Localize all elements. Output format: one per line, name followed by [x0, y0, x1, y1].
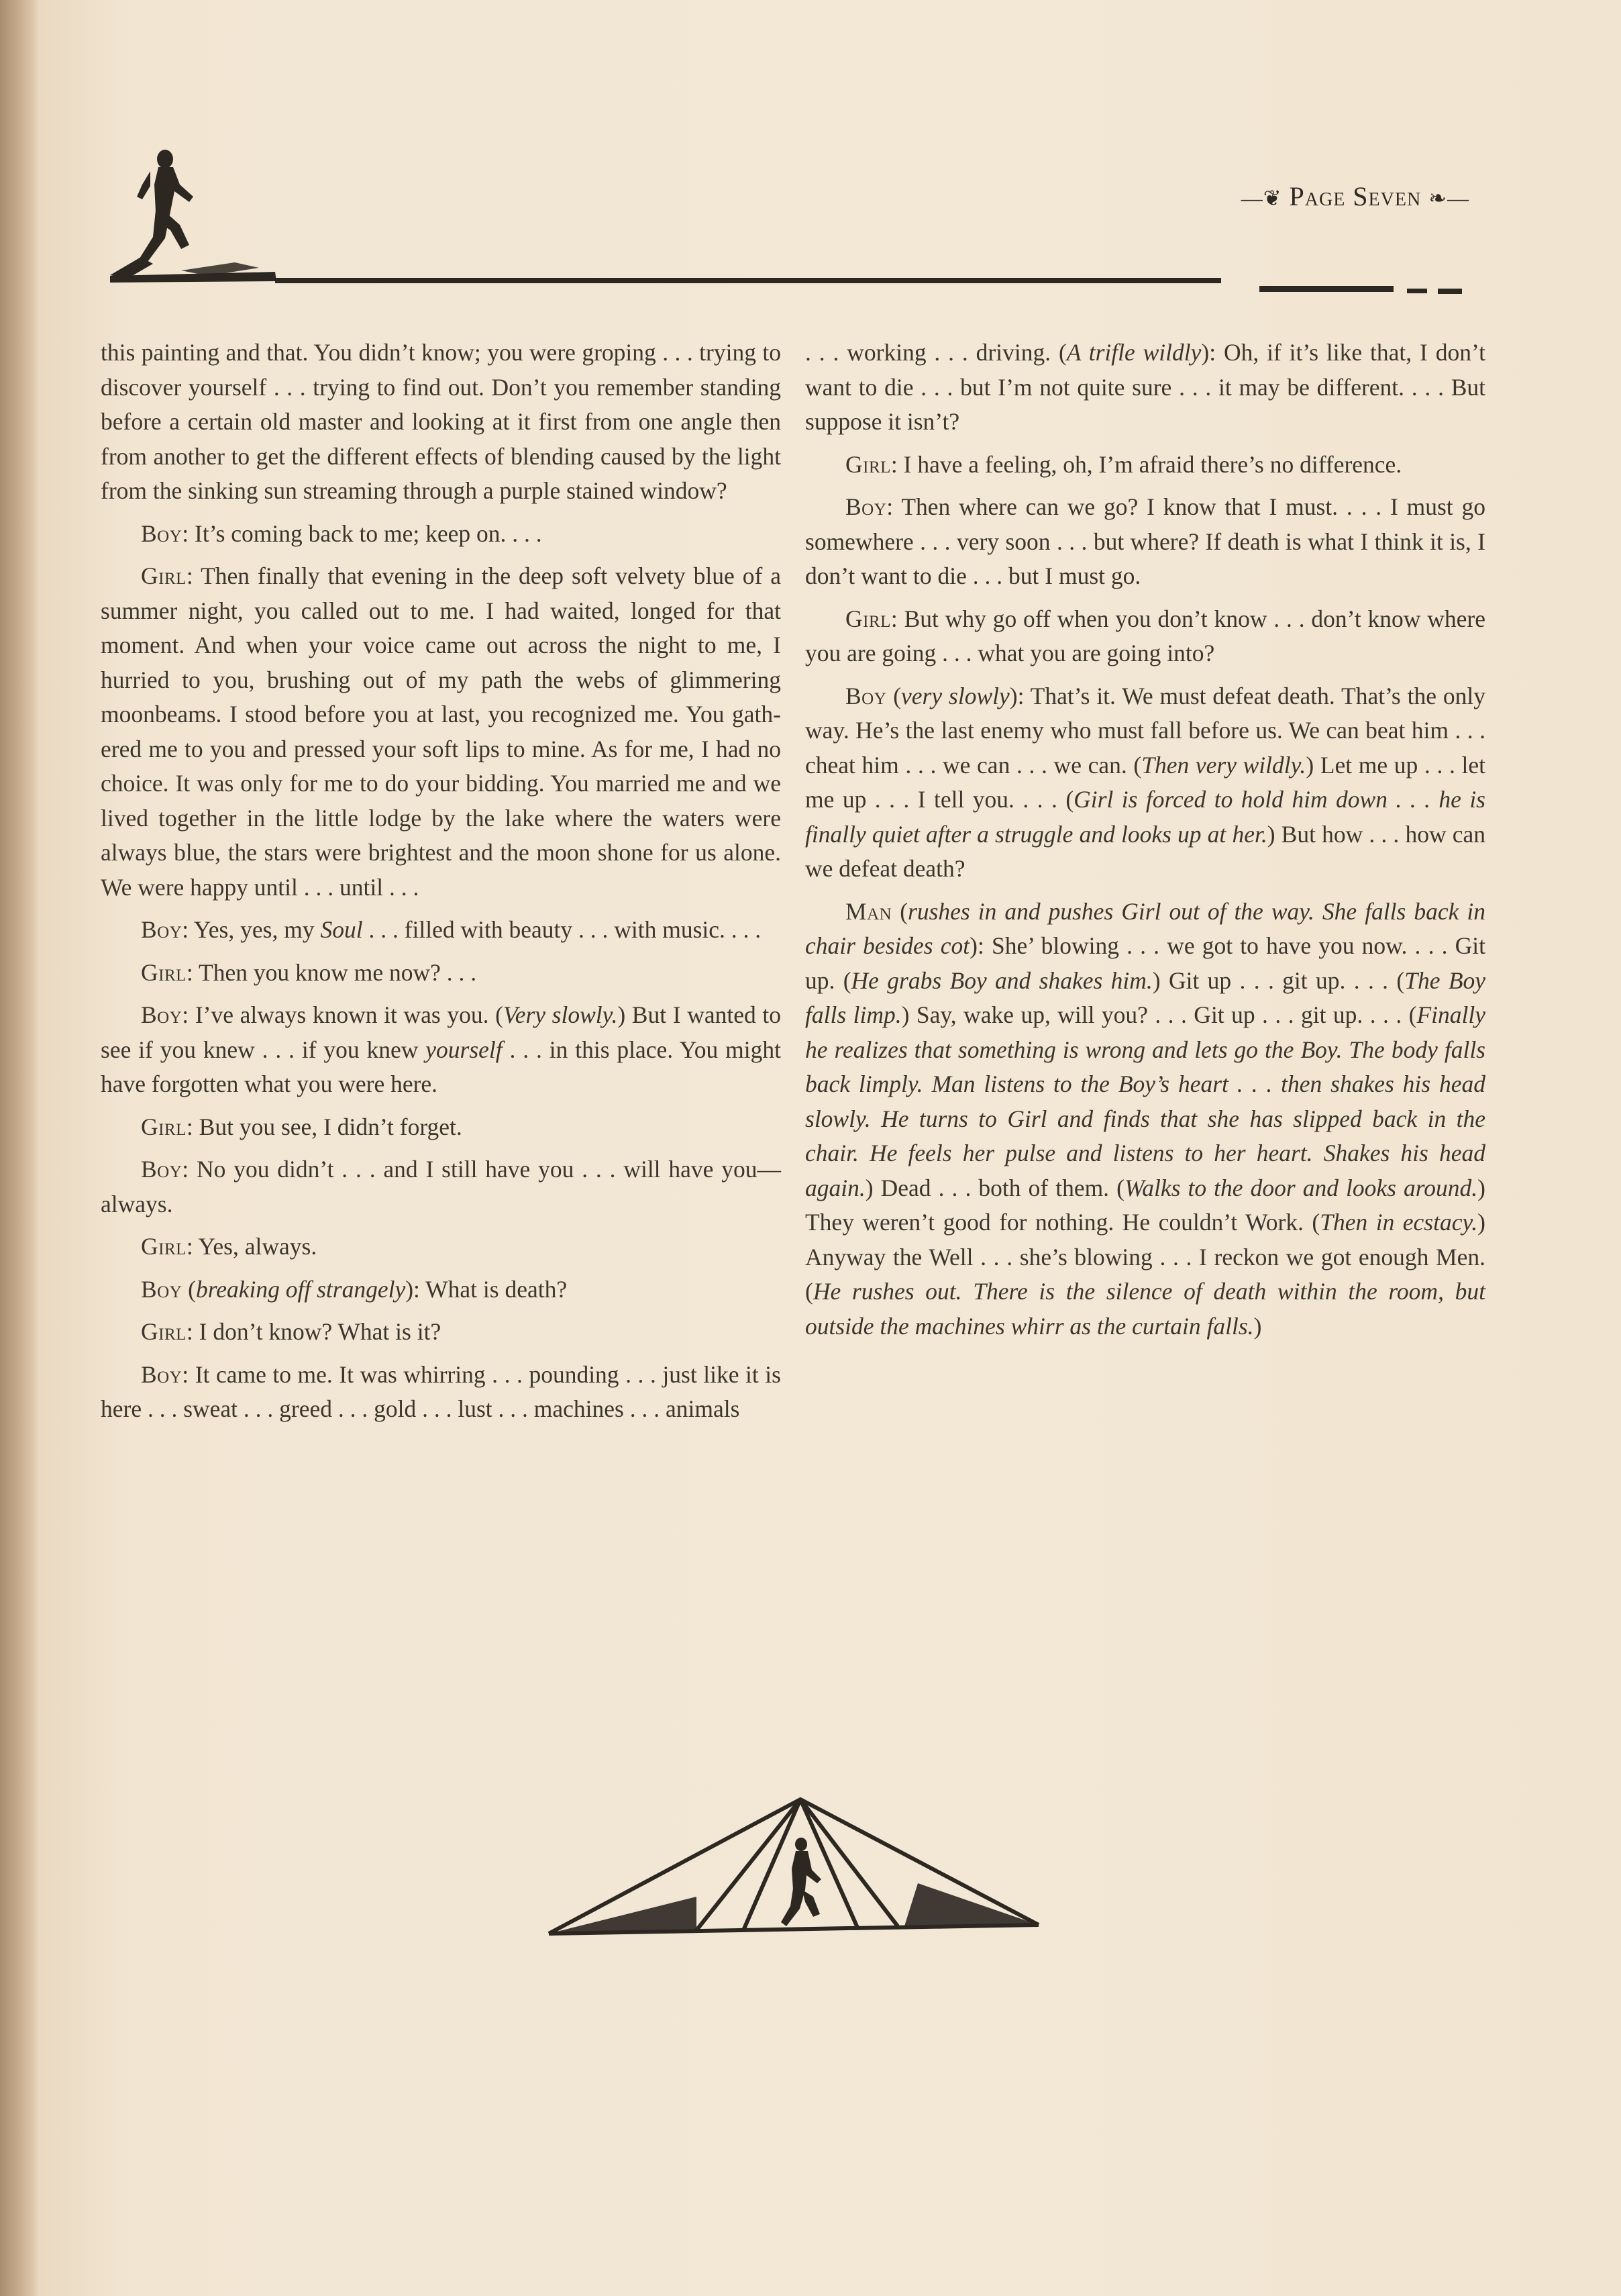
- dialogue-text: But why go off when you don’t know . . . don’t know where you are going . . . what you are going into?: [805, 605, 1485, 666]
- dialogue-text: (: [893, 682, 902, 709]
- dialogue-paragraph: [101, 517, 781, 552]
- speaker-separator: :: [182, 519, 195, 547]
- speaker-separator: :: [182, 1001, 195, 1028]
- speaker-name: Boy: [141, 1275, 182, 1303]
- page-number-text: Page Seven: [1289, 181, 1422, 211]
- dialogue-paragraph: [805, 336, 1485, 440]
- dialogue-paragraph: [101, 1110, 781, 1145]
- speaker-name: Boy: [845, 682, 887, 709]
- dialogue-text: . . . in this place. You might have forgotten what you were here.: [101, 1036, 781, 1097]
- stage-direction-text: yourself: [425, 1036, 503, 1063]
- speaker-name: Girl: [141, 958, 187, 986]
- speaker-separator: :: [182, 1360, 195, 1388]
- dialogue-text: ): [1253, 1312, 1262, 1340]
- stage-direction-text: Girl is forced to hold him down . . . he is finally quiet after a struggle and looks up at her.: [805, 786, 1485, 848]
- speaker-name: Girl: [141, 1318, 187, 1345]
- header-rule-segment: [1259, 286, 1394, 292]
- stage-direction-text: A trifle wildly: [1066, 339, 1202, 366]
- speaker-separator: :: [886, 493, 902, 520]
- dialogue-text: Then you know me now? . . .: [199, 958, 477, 986]
- speaker-separator: :: [186, 1233, 199, 1260]
- dialogue-paragraph: [805, 490, 1485, 594]
- dialogue-text: It’s coming back to me; keep on. . . .: [195, 519, 542, 547]
- stage-direction-text: He rushes out. There is the silence of death within the room, but outside the machines whirr as the curtain falls.: [805, 1278, 1485, 1340]
- dialogue-paragraph: [101, 1230, 781, 1264]
- dialogue-text: ): What is death?: [405, 1275, 568, 1303]
- dialogue-text: Then finally that evening in the deep soft velvety blue of a summer night, you called out to me. I had waited, longed for that moment. And when your voice came out across the night to me, I hurried to you, brushing out of my path the webs of glimmering moonbeams. I stood before you at last, you recognized me. You gathered me to you and pressed your soft lips to mine. As for me, I had no choice. It was only for me to do your bidding. You married me and we lived together in the little lodge by the lake where the waters were always blue, the stars were brightest and the moon shone for us alone. We were happy until . . . until . . .: [101, 562, 781, 901]
- dialogue-text: ) Git up . . . git up. . . . (: [1152, 966, 1405, 994]
- dialogue-paragraph: [101, 559, 781, 905]
- speaker-name: Girl: [141, 1233, 187, 1260]
- dialogue-paragraph: [805, 679, 1485, 887]
- dialogue-text: ) But how . . . how can we defeat death?: [805, 820, 1485, 882]
- stage-direction-text: Walks to the door and looks around.: [1124, 1174, 1478, 1201]
- dialogue-text: (: [188, 1275, 196, 1303]
- dialogue-text: I have a feeling, oh, I’m afraid there’s no difference.: [903, 450, 1402, 478]
- speaker-name: Boy: [141, 519, 182, 547]
- dialogue-text: Then where can we go? I know that I must. . . . I must go somewhere . . . very soon . . . but where? If death is what I think it is, I don’t want to die . . . but I must go.: [805, 493, 1485, 589]
- speaker-name: Girl: [845, 605, 891, 632]
- dialogue-text: ) Say, wake up, will you? . . . Git up . . . git up. . . . (: [901, 1001, 1417, 1028]
- speaker-name: Boy: [845, 493, 887, 520]
- speaker-separator: [182, 1276, 188, 1303]
- dialogue-paragraph: [805, 895, 1485, 1344]
- header-rule: [275, 278, 1221, 283]
- dialogue-paragraph: [805, 602, 1485, 671]
- speaker-separator: :: [186, 1113, 199, 1140]
- dialogue-paragraph: [101, 1315, 781, 1350]
- speaker-separator: [886, 683, 893, 709]
- speaker-separator: :: [186, 562, 201, 589]
- speaker-name: Girl: [845, 450, 891, 478]
- stage-direction-text: Then very wildly.: [1141, 751, 1306, 779]
- dialogue-paragraph: [101, 913, 781, 948]
- speaker-separator: [892, 898, 900, 925]
- dialogue-text: ) Anyway the Well . . . she’s blowing . . . I reckon we got enough Men. (: [805, 1209, 1485, 1305]
- dialogue-text: It came to me. It was whirring . . . pounding . . . just like it is here . . . sweat . . . greed . . . gold . . . lust . . . machines . . . animals: [101, 1360, 781, 1422]
- dialogue-text: ): Oh, if it’s like that, I don’t want to die . . . but I’m not quite sure . . . it may be different. . . . But suppose it isn’t?: [805, 339, 1485, 435]
- dialogue-paragraph: [101, 1152, 781, 1221]
- header-rule-segment: [1407, 289, 1427, 293]
- dialogue-text: ) They weren’t good for nothing. He couldn’t Work. (: [805, 1174, 1485, 1236]
- speaker-name: Boy: [141, 1156, 182, 1183]
- speaker-separator: :: [186, 1318, 199, 1345]
- dialogue-text: . . . working . . . driving. (: [805, 339, 1067, 366]
- dialogue-text: ) Dead . . . both of them. (: [865, 1174, 1125, 1201]
- dialogue-text: I’ve always known it was you. (: [195, 1001, 503, 1028]
- runner-figure-icon: [101, 144, 302, 299]
- stage-direction-text: rushes in and pushes Girl out of the way. She falls back in chair besides cot: [805, 897, 1485, 959]
- dialogue-text: Yes, always.: [198, 1233, 317, 1260]
- stage-direction-text: breaking off strangely: [196, 1275, 406, 1303]
- speaker-separator: :: [186, 958, 199, 986]
- dialogue-text: this painting and that. You didn’t know; you were groping . . . trying to discover yourself . . . trying to find out. Don’t you remember standing before a certain old master and looking at it first from one angle then from another to get the different effects of blending caused by the light from the sinking sun streaming through a purple stained window?: [101, 339, 781, 504]
- speaker-separator: :: [890, 450, 904, 478]
- dialogue-paragraph: [101, 998, 781, 1102]
- dialogue-text: (: [900, 897, 908, 925]
- stage-direction-text: Finally he realizes that something is wrong and lets go the Boy. The body falls back limply. Man listens to the Boy’s heart . . . then shakes his head slowly. He turns to Girl and finds that she has slipped back in the chair. He feels her pulse and listens to her heart. Shakes his head again.: [805, 1001, 1485, 1201]
- header-rule-segment: [1438, 289, 1462, 294]
- dialogue-paragraph: [101, 1358, 781, 1427]
- speaker-name: Girl: [141, 562, 187, 589]
- speaker-name: Boy: [141, 916, 182, 943]
- dialogue-text: ) But I wanted to see if you knew . . . if you knew: [101, 1001, 781, 1063]
- dialogue-text: ): She’ blowing . . . we got to have you now. . . . Git up. (: [805, 932, 1486, 994]
- dialogue-text: ) Let me up . . . let me up . . . I tell you. . . . (: [805, 751, 1485, 813]
- stage-direction-text: Very slowly.: [503, 1001, 618, 1028]
- ornament-left: —❦: [1241, 186, 1282, 210]
- speaker-separator: :: [182, 916, 194, 943]
- dialogue-paragraph: [101, 956, 781, 991]
- stage-direction-text: He grabs Boy and shakes him.: [851, 966, 1153, 994]
- left-text-column: [101, 336, 781, 1698]
- dialogue-paragraph: [101, 336, 781, 509]
- dialogue-text: ): That’s it. We must defeat death. That’s the only way. He’s the last enemy who must fall before us. We can beat him . . . cheat him . . . we can . . . we can. (: [805, 682, 1486, 779]
- stage-direction-text: The Boy falls limp.: [805, 966, 1486, 1028]
- speaker-separator: :: [182, 1156, 197, 1183]
- page-number-label: [1201, 180, 1469, 213]
- right-text-column: [805, 336, 1485, 1698]
- dialogue-text: . . . filled with beauty . . . with music. . . .: [362, 916, 762, 943]
- speaker-name: Boy: [141, 1360, 182, 1388]
- dialogue-paragraph: [805, 448, 1485, 483]
- dialogue-text: But you see, I didn’t forget.: [199, 1113, 462, 1140]
- speaker-name: Boy: [141, 1001, 182, 1028]
- dialogue-text: No you didn’t . . . and I still have you . . . will have you—always.: [101, 1156, 781, 1217]
- book-spine-shadow: [0, 0, 40, 2296]
- dialogue-paragraph: [101, 1272, 781, 1307]
- stage-direction-text: very slowly: [901, 682, 1010, 709]
- dialogue-text: I don’t know? What is it?: [199, 1318, 441, 1345]
- speaker-separator: :: [890, 605, 904, 632]
- speaker-name: Man: [845, 897, 892, 925]
- dialogue-text: Yes, yes, my: [193, 916, 321, 943]
- stage-direction-text: Soul: [320, 916, 363, 943]
- speaker-name: Girl: [141, 1113, 187, 1140]
- pyramid-runner-ornament-icon: [542, 1796, 1045, 1940]
- stage-direction-text: Then in ecstacy.: [1320, 1209, 1478, 1236]
- ornament-right: ❧—: [1428, 186, 1469, 210]
